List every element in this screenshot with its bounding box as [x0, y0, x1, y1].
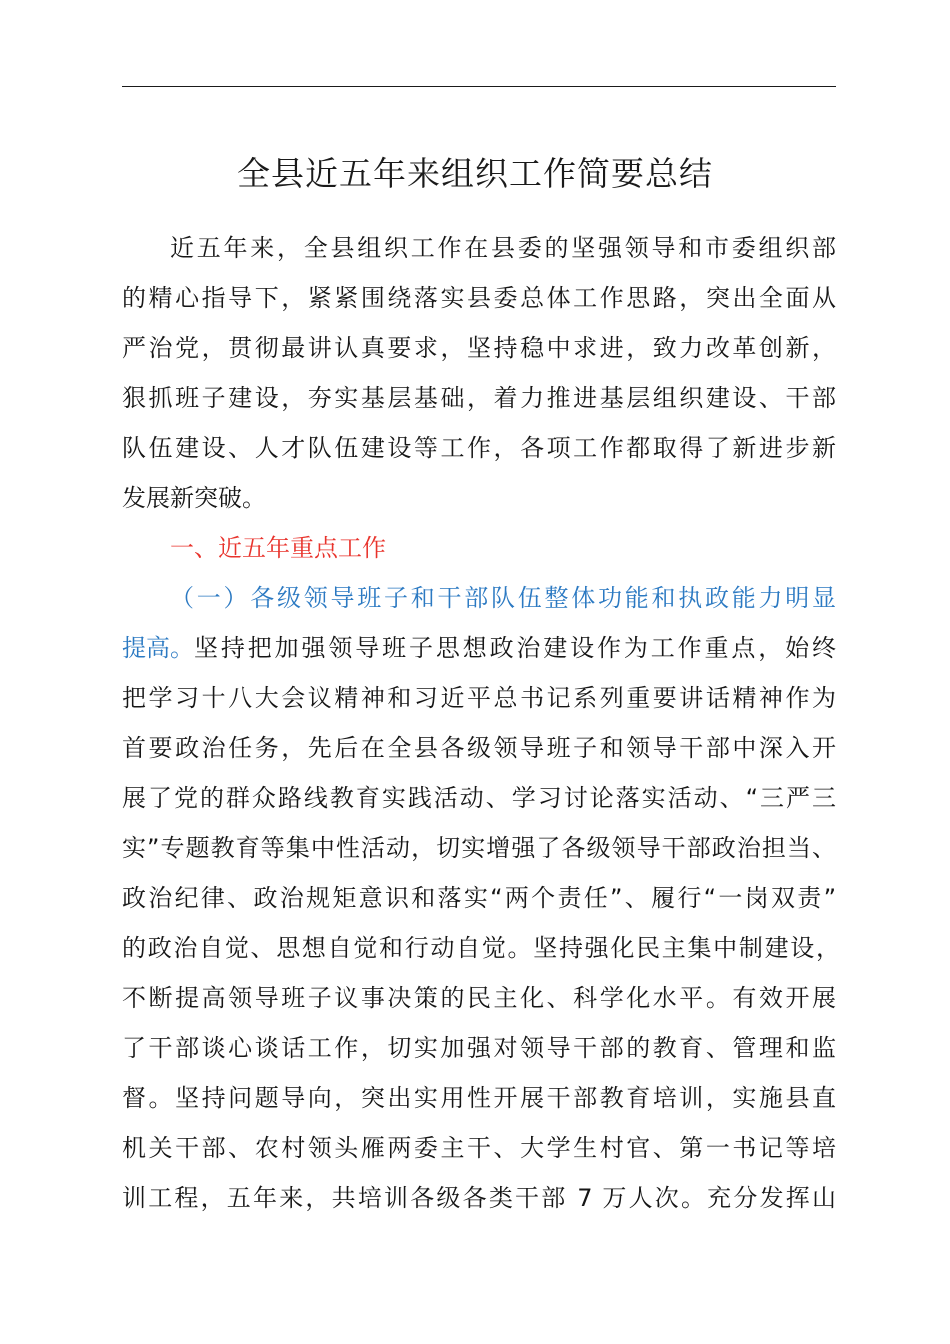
document-title: 全县近五年来组织工作简要总结	[237, 154, 713, 193]
subsection-body-start: 坚持把加强领导班子思想政治建设作为工作重点，始终	[194, 634, 836, 662]
body-line: 机关干部、农村领头雁两委主干、大学生村官、第一书记等培	[122, 1134, 836, 1162]
body-line: 政治纪律、政治规矩意识和落实“两个责任”、履行“一岗双责”	[122, 884, 836, 912]
intro-line: 队伍建设、人才队伍建设等工作，各项工作都取得了新进步新	[122, 434, 836, 462]
body-line: 训工程，五年来，共培训各级各类干部 7 万人次。充分发挥山	[122, 1184, 836, 1212]
body-line: 实”专题教育等集中性活动，切实增强了各级领导干部政治担当、	[122, 834, 836, 862]
intro-line: 狠抓班子建设，夯实基层基础，着力推进基层组织建设、干部	[122, 384, 836, 412]
body-line: 不断提高领导班子议事决策的民主化、科学化水平。有效开展	[122, 984, 836, 1012]
body-line: 了干部谈心谈话工作，切实加强对领导干部的教育、管理和监	[122, 1034, 836, 1062]
intro-line: 严治党，贯彻最讲认真要求，坚持稳中求进，致力改革创新，	[122, 334, 836, 362]
intro-line: 的精心指导下，紧紧围绕落实县委总体工作思路，突出全面从	[122, 284, 836, 312]
body-line: 督。坚持问题导向，突出实用性开展干部教育培训，实施县直	[122, 1084, 836, 1112]
header-rule	[122, 86, 836, 87]
body-line: 把学习十八大会议精神和习近平总书记系列重要讲话精神作为	[122, 684, 836, 712]
body-line: 展了党的群众路线教育实践活动、学习讨论落实活动、“三严三	[122, 784, 836, 812]
subsection-heading-end: 提高。	[122, 634, 194, 662]
body-line: 首要政治任务，先后在全县各级领导班子和领导干部中深入开	[122, 734, 836, 762]
subsection-heading: （一）各级领导班子和干部队伍整体功能和执政能力明显	[170, 584, 836, 612]
intro-line: 近五年来，全县组织工作在县委的坚强领导和市委组织部	[170, 234, 836, 262]
subsection-line	[122, 630, 836, 666]
body-line: 的政治自觉、思想自觉和行动自觉。坚持强化民主集中制建设，	[122, 934, 840, 962]
section-heading: 一、近五年重点工作	[170, 534, 386, 562]
intro-line: 发展新突破。	[122, 484, 266, 512]
